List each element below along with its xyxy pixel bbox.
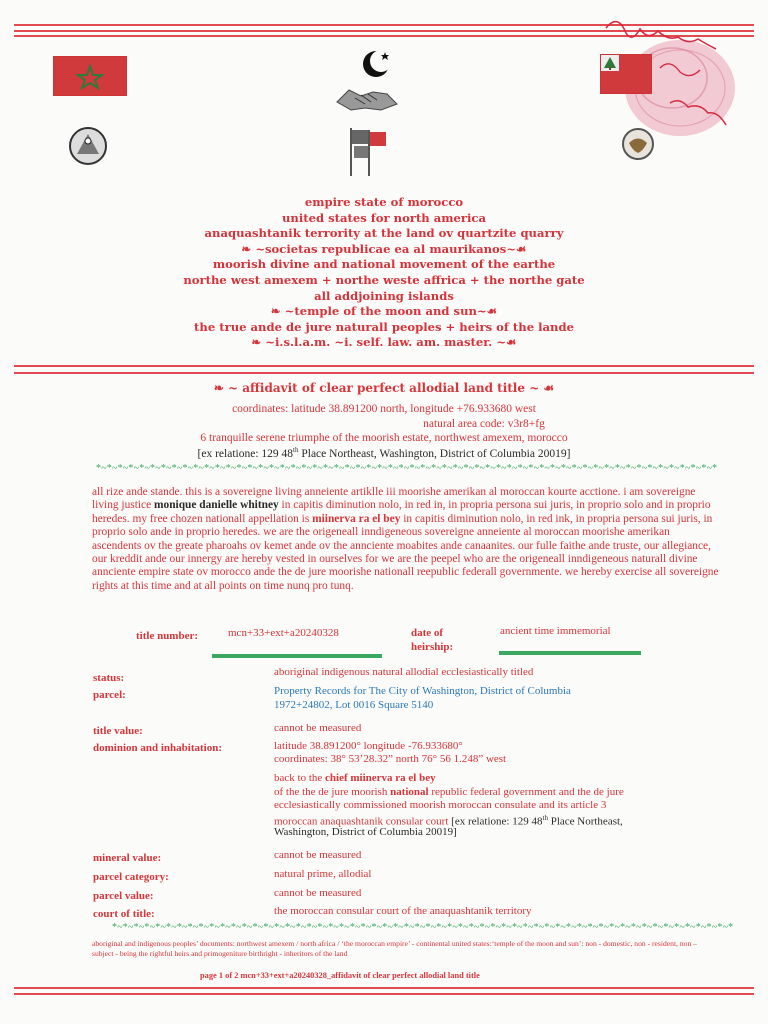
back-line-1: back to the chief miinerva ra el bey: [274, 772, 436, 784]
back-line-4: moroccan anaquashtanik consular court [ex relatione: 129 48th Place Northeast,: [274, 814, 623, 828]
page-footer: page 1 of 2 mcn+33+ext+a20240328_affidavit of clear perfect allodial land title: [200, 971, 480, 980]
morocco-flag-icon: [53, 56, 127, 96]
justice-name: monique danielle whitney: [154, 499, 279, 512]
parcel-value: cannot be measured: [274, 887, 362, 899]
back-line-3: ecclesiastically commissioned moorish moroccan consulate and its article 3: [274, 799, 607, 811]
star-divider-bottom: *~*~*~*~*~*~*~*~*~*~*~*~*~*~*~*~*~*~*~*~*~*~*~*~*~*~*~*~*~*~*~*~*~*~*~*~*~*~*~*~*~*~*~*~*~*~*~*~*~*~*~*~*~*~*~*~*~*: [112, 922, 734, 933]
body-paragraph: all rize ande stande. this is a sovereigne living anneiente artiklle iii moorishe amerikan al moroccan kourte acctione. i am sovereigne living justice monique danielle whitney in capitis diminution nolo, in red in, in propria persona sui juris, in proprio solo and in proprio heredes. my free chozen nationall appellation is miinerva ra el bey in capitis diminution nolo, in red ink, in propria persona sui juris, in proprio solo ande in proprio heredes. we are the origeneall inndigeneous sovereigne anneiente al moroccan moorishe amerikan ascendents ov the greate pharoahs ov kemet ande ov the annciente moabites ande canaanites. our fulle faithe ande truste, our allegiance, our kreddit ande our innergy are hereby vested in ourselves for we are the peepel who are the origeneall inndigeneous naturall divine annciente empire state ov morocco ande the de jure moorishe nationall reepublic federall governmente. we hereby exercise all sovereigne rights at this time and at all points on time nunq pro tunq.: [92, 486, 719, 592]
flourish-icon: ❧: [251, 335, 266, 350]
mineral-value: cannot be measured: [274, 849, 362, 861]
header-line: moorish divine and national movement of the earthe: [212, 257, 556, 272]
header-line: northe west amexem + northe weste affrica + the northe gate: [183, 272, 585, 287]
area-code-line: natural area code: v3r8+fg: [423, 418, 545, 430]
header-line: anaquashtanik terrority at the land ov quartzite quarry: [204, 226, 564, 241]
flourish-icon: ❧: [270, 304, 285, 319]
back-line-5: Washington, District of Columbia 20019]: [274, 826, 457, 838]
flourish-icon: ☙: [506, 335, 517, 350]
category-label: parcel category:: [93, 871, 169, 883]
header-line: ❧ ~societas republicae ea al maurikanos~☙: [241, 241, 527, 256]
flourish-icon: ❧: [213, 381, 229, 395]
dominion-line-1: latitude 38.891200° longitude -76.933680°: [274, 740, 463, 752]
eagle-seal-icon: [621, 127, 655, 161]
pine-tree-flag-icon: [600, 54, 652, 94]
header-line: ❧ ~temple of the moon and sun~☙: [270, 304, 498, 319]
ex-relatione-line: [ex relatione: 129 48th Place Northeast, Washington, District of Columbia 20019]: [197, 446, 571, 460]
pyramid-seal-icon: [68, 126, 108, 166]
coordinates-line: coordinates: latitude 38.891200 north, longitude +76.933680 west: [232, 403, 536, 415]
title-number-underline: [212, 654, 382, 658]
status-value: aboriginal indigenous natural allodial ecclesiastically titled: [274, 666, 534, 678]
title-value-label: title value:: [93, 725, 143, 737]
header-line: the true ande de jure naturall peoples + heirs of the lande: [194, 319, 574, 334]
court-value: the moroccan consular court of the anaquashtanik territory: [274, 905, 532, 917]
date-heirship-label: date of heirship:: [411, 627, 454, 653]
title-number-value: mcn+33+ext+a20240328: [228, 627, 339, 639]
dominion-line-2: coordinates: 38° 53’28.32” north 76° 56 1.248” west: [274, 753, 507, 765]
title-number-label: title number:: [136, 630, 199, 642]
flag-pole-icon: [346, 126, 390, 178]
header-line: all addjoining islands: [314, 288, 454, 303]
bottom-rule-1: [14, 987, 754, 989]
mid-rule-2: [14, 372, 754, 374]
mid-rule-1: [14, 365, 754, 367]
crescent-star-icon: [358, 44, 398, 84]
flourish-icon: ☙: [486, 304, 498, 319]
footer-note: aboriginal and indigenous peoples’ documents: northwest amexem / north africa / ‘the moroccan empire’ - continental united states:‘temple of the moon and sun’: non - domestic, non - resident, non – subject - being the rightful heirs and primogeniture birthright - inheritors of the land: [92, 939, 697, 958]
header-block: [0, 195, 768, 351]
header-line: ❧ ~i.s.l.a.m. ~i. self. law. am. master. ~☙: [251, 335, 517, 350]
national-name: miinerva ra el bey: [312, 512, 401, 525]
parcel-label: parcel:: [93, 689, 126, 701]
title-value: cannot be measured: [274, 722, 362, 734]
parcel-value-label: parcel value:: [93, 890, 154, 902]
dominion-label: dominion and inhabitation:: [93, 742, 222, 754]
parcel-line-1: Property Records for The City of Washington, District of Columbia: [274, 685, 571, 697]
bottom-rule-2: [14, 993, 754, 995]
date-heirship-value: ancient time immemorial: [500, 625, 611, 637]
mineral-label: mineral value:: [93, 852, 162, 864]
header-line: united states for north america: [281, 210, 487, 225]
flourish-icon: ☙: [539, 381, 555, 395]
affidavit-title: ❧ ~ affidavit of clear perfect allodial land title ~ ☙: [213, 381, 555, 395]
court-label: court of title:: [93, 908, 155, 920]
header-line: empire state of morocco: [304, 195, 464, 209]
back-line-2: of the the de jure moorish national republic federal government and the de jure: [274, 786, 624, 798]
flourish-icon: ❧: [241, 241, 256, 256]
date-heirship-underline: [499, 651, 641, 655]
estate-line: 6 tranquille serene triumphe of the moorish estate, northwest amexem, morocco: [200, 432, 568, 444]
category-value: natural prime, allodial: [274, 868, 372, 880]
star-divider-top: *~*~*~*~*~*~*~*~*~*~*~*~*~*~*~*~*~*~*~*~*~*~*~*~*~*~*~*~*~*~*~*~*~*~*~*~*~*~*~*~*~*~*~*~*~*~*~*~*~*~*~*~*~*~*~*~*~*: [96, 463, 718, 474]
flourish-icon: ☙: [516, 241, 527, 256]
parcel-line-2: 1972+24802, Lot 0016 Square 5140: [274, 699, 434, 711]
handshake-icon: [335, 84, 399, 114]
status-label: status:: [93, 672, 125, 684]
